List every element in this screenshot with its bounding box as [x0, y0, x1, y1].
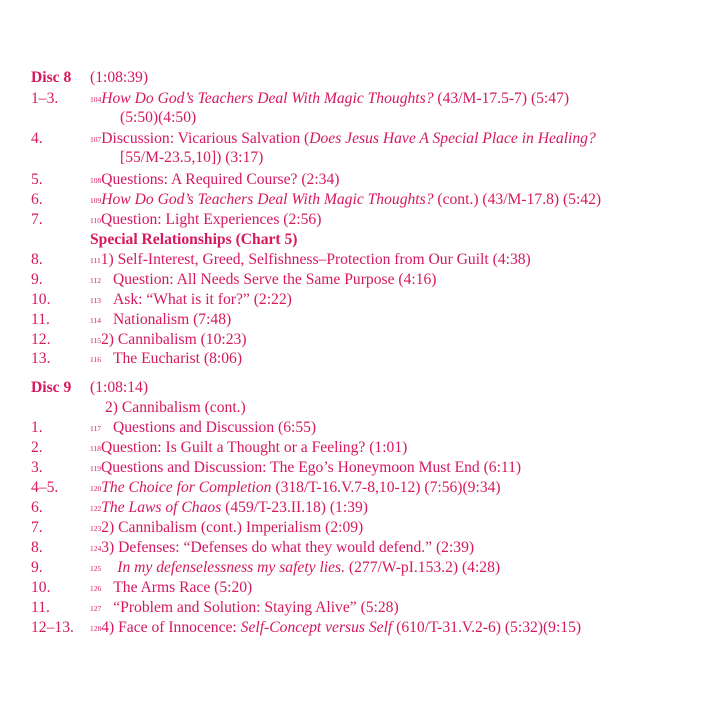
disc9-duration: (1:08:14)	[90, 379, 149, 396]
track-number: 1.	[31, 419, 43, 436]
track-text-suffix: (277/W-pI.153.2) (4:28)	[345, 559, 501, 576]
track-number: 12–13.	[31, 619, 74, 636]
footnote-marker: 128	[90, 624, 102, 633]
track-number: 10.	[31, 579, 51, 596]
footnote-marker: 113	[90, 296, 101, 305]
track-number: 4–5.	[31, 479, 59, 496]
footnote-marker: 108	[90, 176, 102, 185]
track-row	[0, 250, 720, 270]
section-heading-row	[0, 230, 720, 250]
footnote-marker: 117	[90, 424, 101, 433]
track-number: 1–3.	[31, 90, 59, 107]
footnote-marker: 104	[90, 95, 102, 104]
track-text: 2) Cannibalism (10:23)	[100, 331, 247, 348]
track-number: 10.	[31, 291, 51, 308]
footnote-marker: 112	[90, 276, 101, 285]
track-row	[0, 418, 720, 438]
footnote-marker: 110	[90, 216, 101, 225]
track-title-italic: Self-Concept versus Self	[240, 619, 393, 636]
track-row	[0, 498, 720, 518]
track-title-italic: The Laws of Chaos	[101, 499, 222, 516]
track-text: The Arms Race (5:20)	[113, 579, 253, 596]
track-title-italic: The Choice for Completion	[101, 479, 272, 496]
track-text: Questions and Discussion (6:55)	[112, 419, 317, 436]
track-row	[0, 558, 720, 578]
disc9-header	[0, 378, 720, 398]
track-row	[0, 458, 720, 478]
track-number: 4.	[31, 130, 43, 147]
track-number: 8.	[31, 251, 43, 268]
section-heading: Special Relationships (Chart 5)	[90, 231, 298, 248]
disc8-header	[0, 68, 720, 88]
track-number: 12.	[31, 331, 51, 348]
footnote-marker: 120	[90, 484, 102, 493]
track-row-continuation	[0, 398, 720, 418]
track-row-continuation	[0, 148, 720, 168]
footnote-marker: 125	[90, 564, 102, 573]
track-row-continuation	[0, 108, 720, 128]
track-number: 13.	[31, 350, 51, 367]
continuation-text: 2) Cannibalism (cont.)	[105, 399, 246, 416]
track-row	[0, 618, 720, 638]
track-row	[0, 349, 720, 369]
track-number: 6.	[31, 499, 43, 516]
track-text-suffix: (43/M-17.5-7) (5:47)	[433, 90, 570, 107]
footnote-marker: 109	[90, 196, 102, 205]
track-text: Questions and Discussion: The Ego’s Honeymoon Must End (6:11)	[100, 459, 522, 476]
track-text: 2) Cannibalism (cont.) Imperialism (2:09)	[101, 519, 364, 536]
track-row	[0, 190, 720, 210]
track-number: 2.	[31, 439, 43, 456]
track-text: 1) Self-Interest, Greed, Selfishness–Protection from Our Guilt (4:38)	[100, 251, 531, 268]
track-text-suffix: (459/T-23.II.18) (1:39)	[221, 499, 368, 516]
track-text: Questions: A Required Course? (2:34)	[101, 171, 340, 188]
footnote-marker: 111	[90, 256, 101, 265]
disc8-duration: (1:08:39)	[90, 69, 149, 86]
track-number: 3.	[31, 459, 43, 476]
track-text: Question: Is Guilt a Thought or a Feeling? (1:01)	[100, 439, 408, 456]
track-number: 5.	[31, 171, 43, 188]
track-title-italic: Does Jesus Have A Special Place in Healing?	[309, 130, 596, 147]
track-number: 7.	[31, 211, 43, 228]
track-text-suffix: (cont.) (43/M-17.8) (5:42)	[433, 191, 602, 208]
track-text: Question: Light Experiences (2:56)	[100, 211, 322, 228]
track-row	[0, 438, 720, 458]
track-text: Ask: “What is it for?” (2:22)	[112, 291, 292, 308]
footnote-marker: 126	[90, 584, 102, 593]
track-row	[0, 478, 720, 498]
track-number: 9.	[31, 271, 43, 288]
footnote-marker: 119	[90, 464, 101, 473]
track-row	[0, 538, 720, 558]
track-number: 11.	[31, 599, 50, 616]
footnote-marker: 115	[90, 336, 101, 345]
track-row	[0, 310, 720, 330]
footnote-marker: 107	[90, 135, 102, 144]
track-row	[0, 89, 720, 109]
disc8-label: Disc 8	[31, 69, 72, 86]
track-number: 11.	[31, 311, 50, 328]
footnote-marker: 118	[90, 444, 101, 453]
footnote-marker: 123	[90, 524, 102, 533]
track-text: Discussion: Vicarious Salvation (	[101, 130, 310, 147]
track-row	[0, 330, 720, 350]
track-row	[0, 578, 720, 598]
track-number: 7.	[31, 519, 43, 536]
track-text-suffix: (610/T-31.V.2-6) (5:32)(9:15)	[392, 619, 582, 636]
footnote-marker: 124	[90, 544, 102, 553]
continuation-text: (5:50)(4:50)	[120, 109, 197, 126]
track-row	[0, 210, 720, 230]
footnote-marker: 127	[90, 604, 102, 613]
track-text: Nationalism (7:48)	[112, 311, 232, 328]
disc9-label: Disc 9	[31, 379, 72, 396]
track-title-italic: How Do God’s Teachers Deal With Magic Thoughts?	[101, 90, 434, 107]
track-row	[0, 598, 720, 618]
track-number: 6.	[31, 191, 43, 208]
continuation-text: [55/M-23.5,10]) (3:17)	[120, 149, 264, 166]
footnote-marker: 122	[90, 504, 102, 513]
track-text: Question: All Needs Serve the Same Purpose (4:16)	[112, 271, 437, 288]
track-number: 9.	[31, 559, 43, 576]
track-row	[0, 290, 720, 310]
track-text: 4) Face of Innocence:	[101, 619, 241, 636]
track-row	[0, 270, 720, 290]
track-number: 8.	[31, 539, 43, 556]
track-row	[0, 129, 720, 149]
track-text: The Eucharist (8:06)	[112, 350, 243, 367]
footnote-marker: 114	[90, 316, 101, 325]
track-title-italic: How Do God’s Teachers Deal With Magic Thoughts?	[101, 191, 434, 208]
track-text-suffix: (318/T-16.V.7-8,10-12) (7:56)(9:34)	[271, 479, 501, 496]
footnote-marker: 116	[90, 355, 101, 364]
track-row	[0, 518, 720, 538]
track-text: “Problem and Solution: Staying Alive” (5:28)	[113, 599, 399, 616]
track-row	[0, 170, 720, 190]
track-text: 3) Defenses: “Defenses do what they would defend.” (2:39)	[101, 539, 475, 556]
track-title-italic: In my defenselessness my safety lies.	[117, 559, 346, 576]
